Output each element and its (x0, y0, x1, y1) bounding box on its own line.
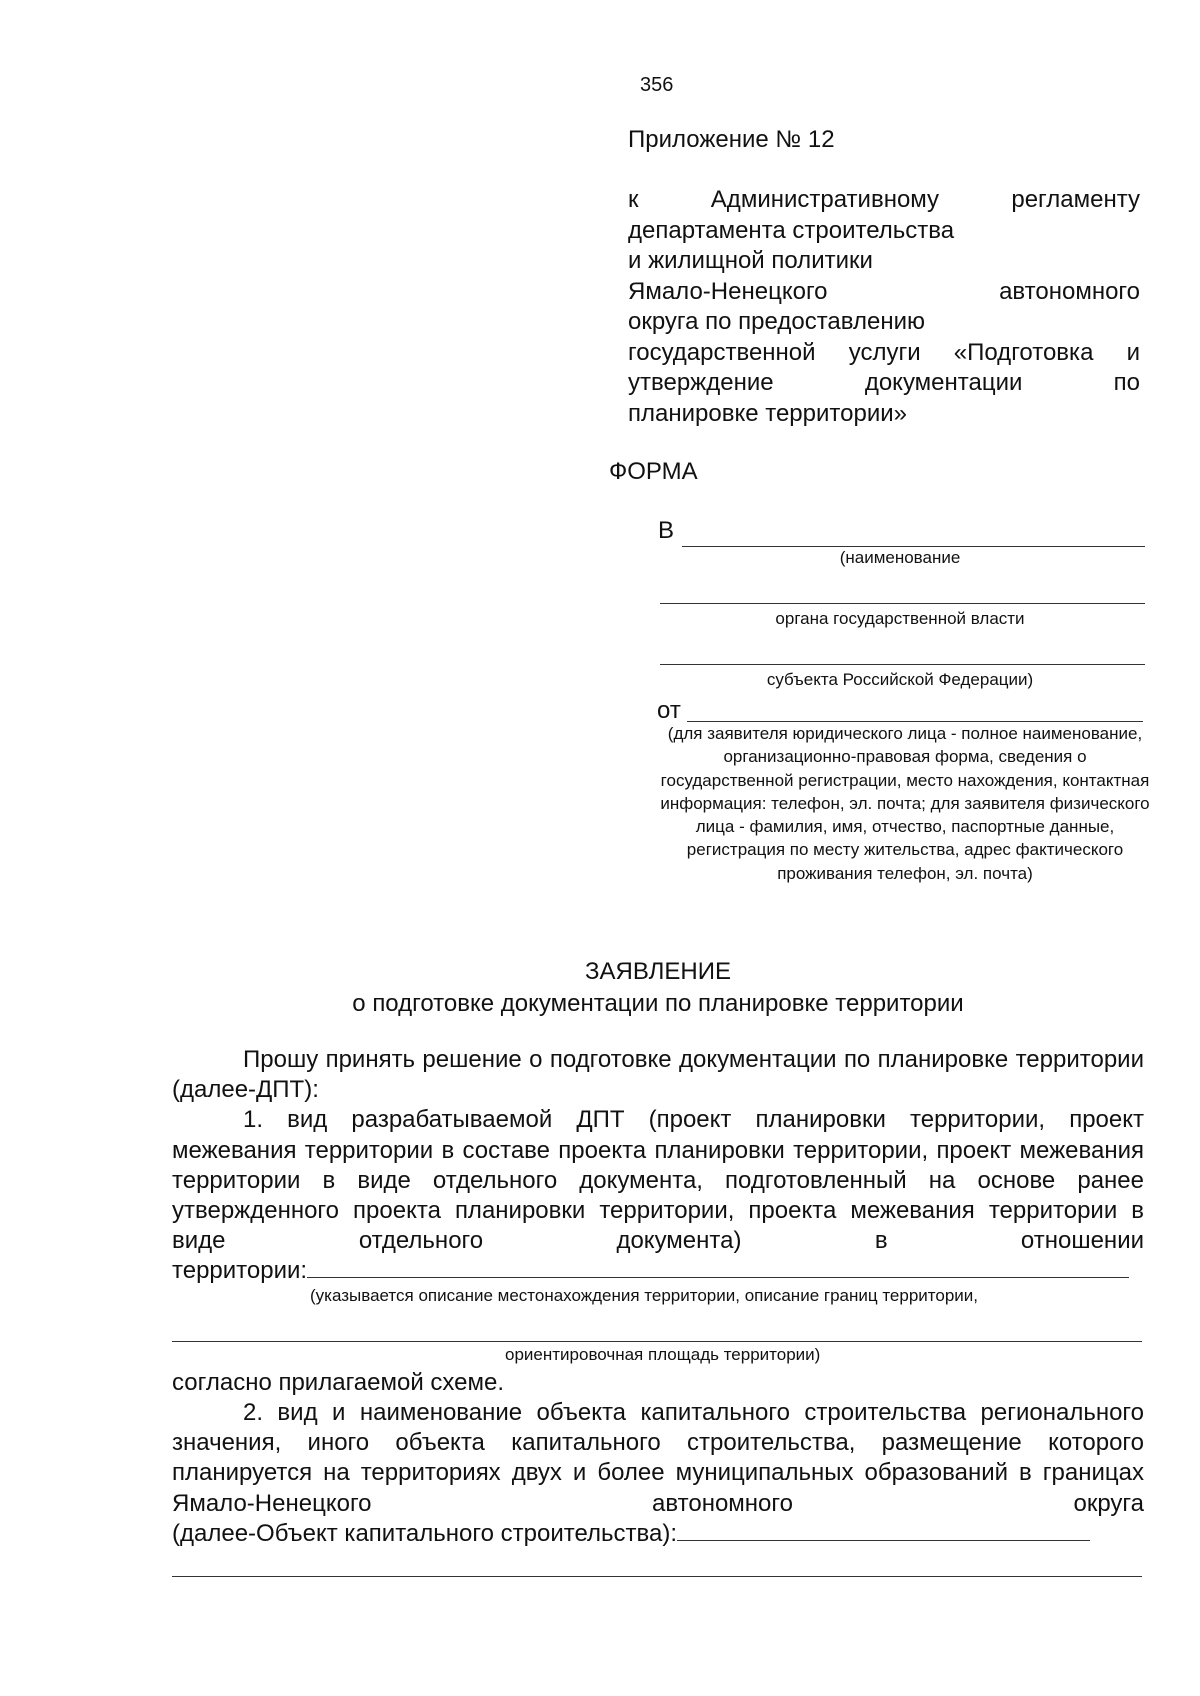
object-line (172, 1519, 1144, 1549)
item-2-end: (далее-Объект капитального строительства): (172, 1519, 677, 1547)
page-number: 356 (640, 74, 674, 96)
applicant-caption: (для заявителя юридического лица - полное наименование, организационно-правовая форма, сведения о государственной регистрации, место нахождения, контактная информация: телефон, эл. почта; для заявителя физического лица - фамилия, имя, отчество, паспортные данные, регистрация по месту жительства, адрес фактического проживания телефон, эл. почта) (660, 724, 1150, 883)
regulation-line: государственной услуги «Подготовка и (628, 338, 1140, 366)
regulation-line: утверждение документации по (628, 369, 1140, 396)
territory-fill-line[interactable] (172, 1341, 1142, 1342)
addressee-line[interactable] (660, 664, 1145, 665)
item-1-paragraph: 1. вид разрабатываемой ДПТ (проект планировки территории, проект межевания территории в составе проекта планировки территории, проект межевания территории в виде отдельного документа, подготовленный на основе ранее утвержденного проекта планировки территории, проекта межевания территории в виде отдельного документа) в отношении (172, 1106, 1144, 1255)
addressee-line[interactable] (682, 546, 1145, 547)
territory-line (172, 1256, 1144, 1286)
body-section-1 (172, 1045, 1144, 1287)
addressee-line[interactable] (660, 603, 1145, 604)
regulation-line: департамента строительства (628, 216, 955, 244)
regulation-line: Ямало-Ненецкого автономного (628, 277, 1140, 305)
regulation-line: планировке территории» (628, 399, 907, 427)
applicant-from-prefix: от (657, 697, 681, 724)
territory-caption: ориентировочная площадь территории) (505, 1345, 821, 1364)
regulation-line: и жилищной политики (628, 247, 873, 274)
object-fill-line[interactable] (172, 1576, 1142, 1577)
appendix-title: Приложение № 12 (628, 126, 835, 153)
object-fill-line[interactable] (677, 1540, 1090, 1541)
territory-fill-line[interactable] (307, 1277, 1129, 1278)
intro-paragraph: Прошу принять решение о подготовке документации по планировке территории (далее-ДПТ): (172, 1046, 1144, 1104)
document-title: ЗАЯВЛЕНИЕ (585, 958, 731, 985)
addressee-to-prefix: В (658, 517, 675, 544)
item-1-end: территории: (172, 1257, 308, 1285)
form-label: ФОРМА (609, 458, 698, 485)
schema-line: согласно прилагаемой схеме. (172, 1369, 505, 1396)
regulation-line: к Административному регламенту (628, 186, 1140, 213)
addressee-caption: субъекта Российской Федерации) (766, 670, 1034, 689)
territory-caption: (указывается описание местонахождения территории, описание границ территории, (310, 1286, 978, 1305)
document-subtitle: о подготовке документации по планировке территории (352, 990, 964, 1017)
body-section-2 (172, 1398, 1144, 1549)
regulation-reference (628, 185, 1140, 429)
addressee-caption: (наименование (839, 548, 961, 567)
item-2-paragraph: 2. вид и наименование объекта капитального строительства регионального значения, иного объекта капитального строительства, размещение которого планируется на территориях двух и более муниципальных образований в границах Ямало-Ненецкого автономного округа (172, 1399, 1144, 1517)
regulation-line: округа по предоставлению (628, 308, 925, 335)
addressee-caption: органа государственной власти (775, 609, 1025, 628)
